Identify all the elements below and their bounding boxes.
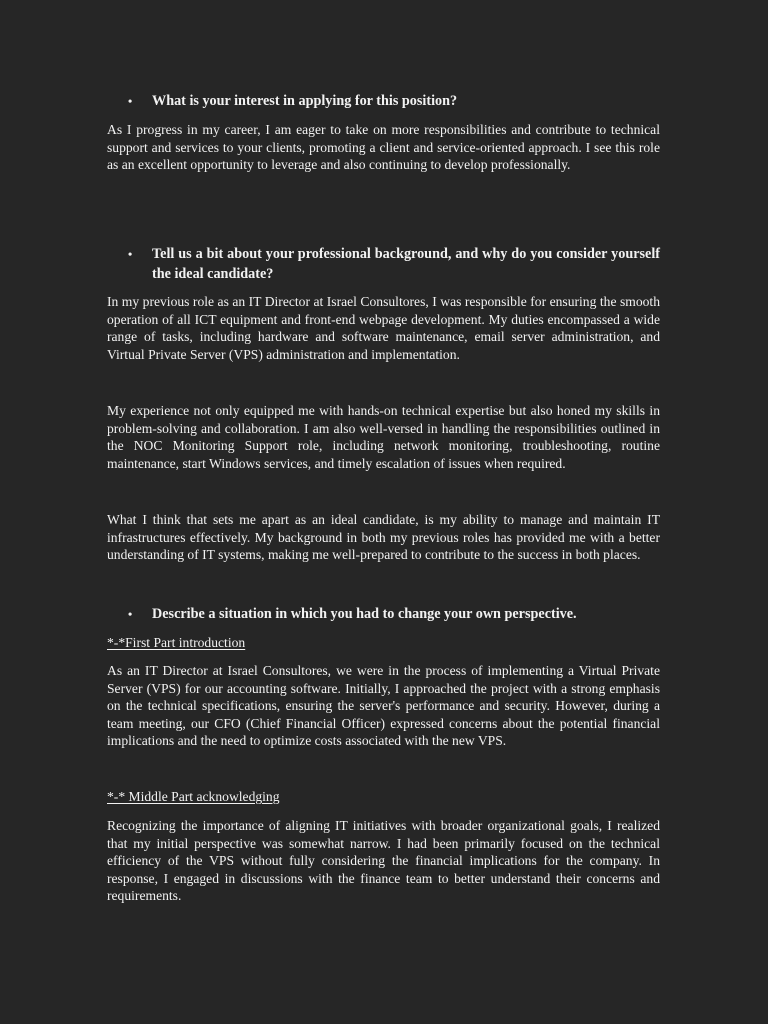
question-perspective (107, 604, 660, 624)
bullet-icon: • (128, 607, 133, 621)
question-text: What is your interest in applying for this position? (152, 93, 458, 109)
question-text: Tell us a bit about your professional background, and why do you consider yourself the ideal candidate? (152, 246, 660, 282)
question-background (107, 244, 660, 284)
answer-paragraph: As I progress in my career, I am eager to take on more responsibilities and contribute to technical support and services to your clients, promoting a client and service-oriented approach. I see this role as an excellent opportunity to leverage and also continuing to develop professionally. (107, 122, 660, 173)
subheading-first-part: *-*First Part introduction (107, 635, 246, 650)
answer-paragraph: In my previous role as an IT Director at Israel Consultores, I was responsible for ensuring the smooth operation of all ICT equipment and front-end webpage development. My duties encompassed a wide range of tasks, including hardware and software maintenance, email server administration, and Virtual Private Server (VPS) administration and implementation. (107, 294, 660, 362)
bullet-icon: • (128, 247, 133, 261)
answer-paragraph: My experience not only equipped me with hands-on technical expertise but also honed my skills in problem-solving and collaboration. I am also well-versed in handling the responsibilities outlined in the NOC Monitoring Support role, including network monitoring, troubleshooting, routine maintenance, start Windows services, and timely escalation of issues when required. (107, 403, 660, 471)
question-interest (107, 91, 660, 111)
answer-paragraph: What I think that sets me apart as an ideal candidate, is my ability to manage and maintain IT infrastructures effectively. My background in both my previous roles has provided me with a better understanding of IT systems, making me well-prepared to contribute to the success in both places. (107, 512, 660, 563)
subheading-middle-part: *-* Middle Part acknowledging (107, 789, 280, 804)
question-text: Describe a situation in which you had to change your own perspective. (152, 606, 577, 622)
answer-paragraph: Recognizing the importance of aligning IT initiatives with broader organizational goals, I realized that my initial perspective was somewhat narrow. I had been primarily focused on the technical efficiency of the VPS without fully considering the financial implications for the company. In response, I engaged in discussions with the finance team to better understand their concerns and requirements. (107, 818, 660, 904)
bullet-icon: • (128, 94, 133, 108)
answer-paragraph: As an IT Director at Israel Consultores, we were in the process of implementing a Virtual Private Server (VPS) for our accounting software. Initially, I approached the project with a strong emphasis on the technical specifications, ensuring the server's performance and security. However, during a team meeting, our CFO (Chief Financial Officer) expressed concerns about the potential financial implications and the need to optimize costs associated with the new VPS. (107, 663, 660, 749)
